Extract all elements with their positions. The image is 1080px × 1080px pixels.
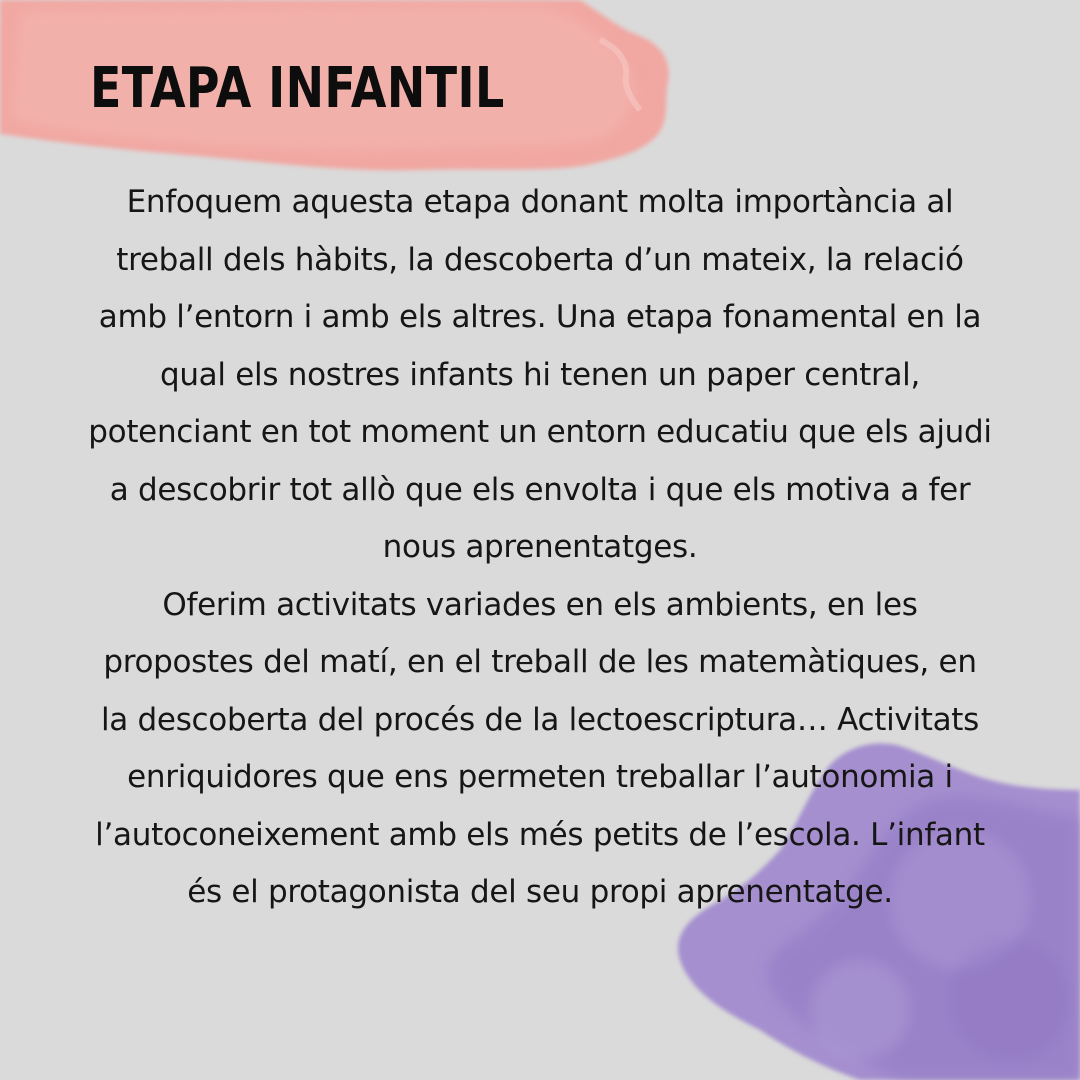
paragraph-intro: Enfoquem aquesta etapa donant molta importància al treball dels hàbits, la descoberta d’un mateix, la relació amb l’entorn i amb els altres. Una etapa fonamental en la qual els nostres infants hi tenen un paper central, potenciant en tot moment un entorn educatiu que els ajudi a descobrir tot allò que els envolta i que els motiva a fer nous aprenentatges. bbox=[88, 184, 992, 565]
body-text bbox=[88, 174, 992, 922]
paragraph-activities: Oferim activitats variades en els ambients, en les propostes del matí, en el treball de les matemàtiques, en la descoberta del procés de la lectoescriptura… Activitats enriquidores que ens permeten treballar l’autonomia i l’autoconeixement amb els més petits de l’escola. L’infant és el protagonista del seu propi aprenentatge. bbox=[95, 586, 985, 910]
page-title: ETAPA INFANTIL bbox=[90, 56, 505, 121]
